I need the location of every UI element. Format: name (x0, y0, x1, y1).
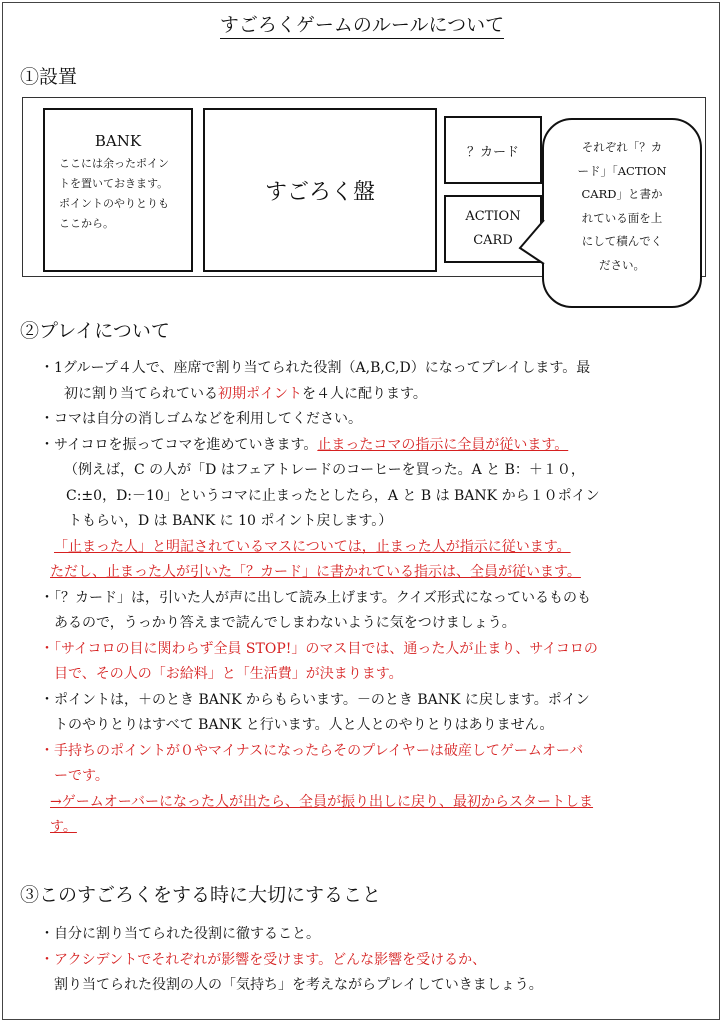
red-note: →ゲームオーバーになった人が出たら、全員が振り出しに戻り、最初からスタートしま (50, 793, 594, 810)
bank-box (43, 108, 193, 272)
speech-bubble-tail (518, 214, 548, 274)
section-heading-play: ②プレイについて (20, 320, 170, 342)
play-rules (40, 356, 710, 841)
speech-bubble (542, 118, 702, 308)
rule-line: ・コマは自分の消しゴムなどを利用してください。 (40, 411, 362, 427)
rule-line: ・「サイコロの目に関わらず全員 STOP!」のマス目では、通った人が止まり、サイコロの (40, 640, 598, 657)
point-line: 割り当てられた役割の人の「気持ち」を考えながらプレイしていきましょう。 (54, 977, 543, 993)
board-label: すごろく盤 (264, 179, 375, 205)
bubble-line: CARD」と書か (581, 187, 663, 201)
rule-line: ・手持ちのポイントが０やマイナスになったらそのプレイヤーは破産してゲームオーバ (40, 742, 584, 759)
section-heading-setup: ①設置 (20, 66, 78, 88)
bubble-line: ード」「ACTION (577, 163, 667, 178)
action-card-label-2: CARD (473, 233, 513, 248)
bank-description: ここには余ったポイントを置いておきます。ポイントのやりとりもここから。 (59, 157, 169, 230)
rule-line: ・ポイントは，＋のとき BANK からもらいます。－のとき BANK に戻します。ポイン (40, 691, 590, 708)
rule-line: ・1グループ４人で、座席で割り当てられた役割（A,B,C,D）になってプレイします。最 (40, 360, 591, 376)
red-note: 「止まった人」と明記されているマスについては，止まった人が指示に従います。 (54, 538, 571, 555)
rule-line: ーです。 (54, 768, 109, 784)
bubble-line: それぞれ「？カ (581, 140, 663, 154)
action-card-label-1: ACTION (465, 209, 521, 224)
red-note: ただし、止まった人が引いた「？カード」に書かれている指示は、全員が従います。 (50, 564, 581, 580)
board-box (203, 108, 437, 272)
rule-line: トのやりとりはすべて BANK と行います。人と人とのやりとりはありません。 (54, 717, 554, 733)
bank-title: BANK (94, 132, 142, 150)
example-line: （例えば，C の人が「D はフェアトレードのコーヒーを買った。A と B：＋１０， (64, 462, 585, 478)
example-line: C:±0，D:－10」というコマに止まったとしたら，A と B は BANK から１０ポイン (66, 487, 600, 504)
question-card-label: ？カード (466, 144, 519, 160)
rule-line: 目で、その人の「お給料」と「生活費」が決まります。 (54, 666, 403, 682)
rule-line: ・「？カード」は，引いた人が声に出して読み上げます。クイズ形式になっているものも (40, 589, 592, 606)
rule-line: 初に割り当てられている初期ポイントを４人に配ります。 (64, 385, 427, 402)
red-note: す。 (50, 819, 77, 835)
rule-line: ・サイコロを振ってコマを進めていきます。止まったコマの指示に全員が従います。 (40, 436, 569, 453)
bubble-line: ださい。 (599, 257, 645, 272)
page-title: すごろくゲームのルールについて (0, 10, 724, 37)
point-line: ・アクシデントでそれぞれが影響を受けます。どんな影響を受けるか、 (40, 951, 487, 968)
bubble-line: にして積んでく (581, 234, 663, 248)
bubble-line: れている面を上 (581, 210, 663, 225)
question-card-box (444, 116, 542, 184)
example-line: トもらい，D は BANK に 10 ポイント戻します。） (68, 513, 393, 529)
rule-line: あるので，うっかり答えまで読んでしまわないように気をつけましょう。 (54, 615, 516, 631)
important-points (40, 922, 710, 999)
point-line: ・自分に割り当てられた役割に徹すること。 (40, 926, 320, 942)
section-heading-important: ③このすごろくをする時に大切にすること (20, 884, 382, 906)
